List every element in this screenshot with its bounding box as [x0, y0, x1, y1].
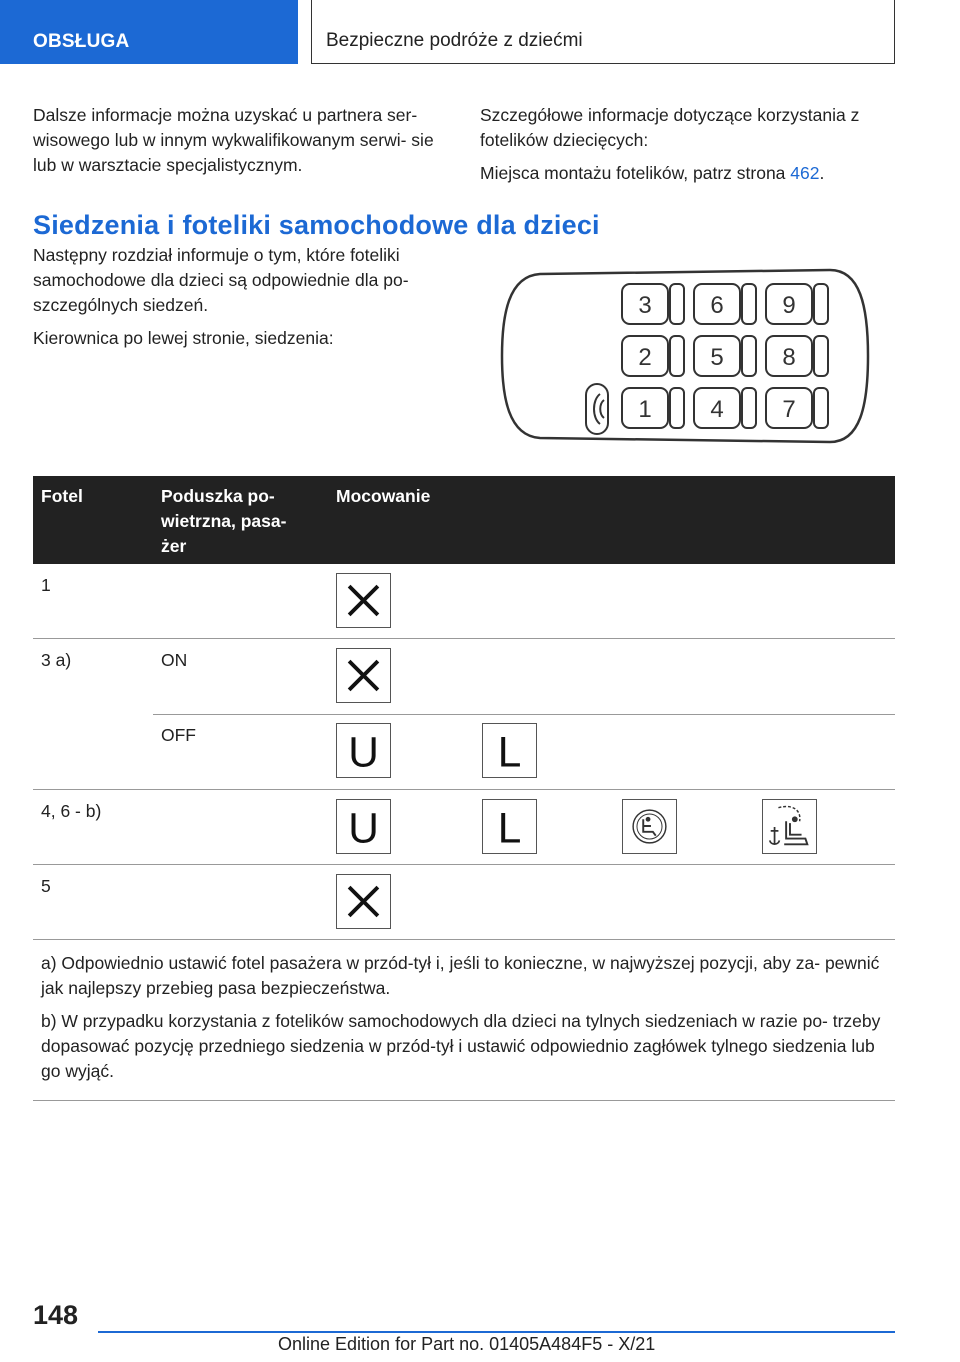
edition-footer: Online Edition for Part no. 01405A484F5 - X/21: [278, 1334, 656, 1354]
seat-cell: 5: [41, 876, 51, 896]
steering-wheel-icon: [586, 384, 608, 434]
page-link[interactable]: 462: [790, 163, 820, 183]
header-airbag: Poduszka po- wietrzna, pasa- żer: [161, 486, 287, 556]
seat-number: 9: [782, 292, 796, 319]
section-tab[interactable]: OBSŁUGA: [0, 0, 298, 64]
table-row: [33, 564, 895, 639]
child-seat-info-text: Szczegółowe informacje dotyczące korzystania z fotelików dziecięcych:: [480, 105, 860, 150]
footnote-a: a) Odpowiednio ustawić fotel pasażera w przód-tył i, jeśli to konieczne, w najwyższej pozycji, aby za- pewnić jak najlepszy przebieg pasa bezpieczeństwa.: [41, 953, 880, 998]
seat-number: 4: [710, 396, 724, 423]
mounting-locations-suffix: .: [819, 163, 825, 183]
intro-paragraph: Następny rozdział informuje o tym, które foteliki samochodowe dla dzieci są odpowiednie dla po- szczególnych siedzeń.: [33, 245, 409, 315]
seat-cell: 1: [41, 575, 51, 595]
anchor-seat-icon: [762, 799, 817, 854]
l-icon: [482, 723, 537, 778]
x-icon: [336, 874, 391, 929]
mounting-locations-text: [480, 161, 900, 186]
seat-cell: 3 a): [41, 650, 72, 670]
isofix-seat-icon: [622, 799, 677, 854]
l-icon: [482, 799, 537, 854]
airbag-cell: ON: [161, 650, 188, 670]
svg-text:U: U: [348, 804, 379, 852]
page-number: 148: [33, 1300, 79, 1330]
footnote-b: b) W przypadku korzystania z fotelików samochodowych dla dzieci na tylnych siedzeniach w razie po- trzeby dopasować pozycję przedniego siedzenia w przód-tył i ustawić odpowiednio zagłówek tylnego siedzenia lub go wyjąć.: [41, 1011, 881, 1081]
u-icon: [336, 799, 391, 854]
svg-text:U: U: [348, 728, 379, 776]
seat-number: 1: [638, 396, 652, 423]
chapter-title: Bezpieczne podróże z dziećmi: [311, 0, 895, 64]
airbag-cell: OFF: [161, 725, 196, 745]
header-mounting: Mocowanie: [336, 486, 431, 506]
seat-number: 7: [782, 396, 796, 423]
table-row: [33, 790, 895, 865]
seat-number: 8: [782, 344, 796, 371]
steering-side-label: Kierownica po lewej stronie, siedzenia:: [33, 328, 334, 348]
footer-divider: [98, 1331, 895, 1333]
service-info-paragraph: Dalsze informacje można uzyskać u partnera ser- wisowego lub w innym wykwalifikowanym serwi- sie lub w warsztacie specjalistycznym.: [33, 105, 434, 175]
mounting-locations-prefix: Miejsca montażu fotelików, patrz strona: [480, 163, 791, 183]
header-seat: Fotel: [41, 486, 83, 506]
x-icon: [336, 573, 391, 628]
section-intro: [33, 243, 453, 359]
section-heading: Siedzenia i foteliki samochodowe dla dzieci: [33, 210, 600, 240]
x-icon: [336, 648, 391, 703]
child-seat-info: [480, 103, 900, 194]
table-header: [33, 476, 895, 564]
seat-cell: 4, 6 - b): [41, 801, 102, 821]
table-row: [33, 865, 895, 940]
seat-number: 2: [638, 344, 652, 371]
table-footnotes: [33, 941, 895, 1101]
seat-number: 5: [710, 344, 724, 371]
seat-number: 6: [710, 292, 724, 319]
seat-number: 3: [638, 292, 652, 319]
svg-text:L: L: [497, 804, 522, 852]
seat-layout-diagram: [500, 266, 870, 446]
child-seat-table: [33, 476, 895, 940]
table-row: [33, 639, 895, 790]
svg-text:L: L: [497, 728, 522, 776]
u-icon: [336, 723, 391, 778]
row-divider: [153, 714, 895, 715]
